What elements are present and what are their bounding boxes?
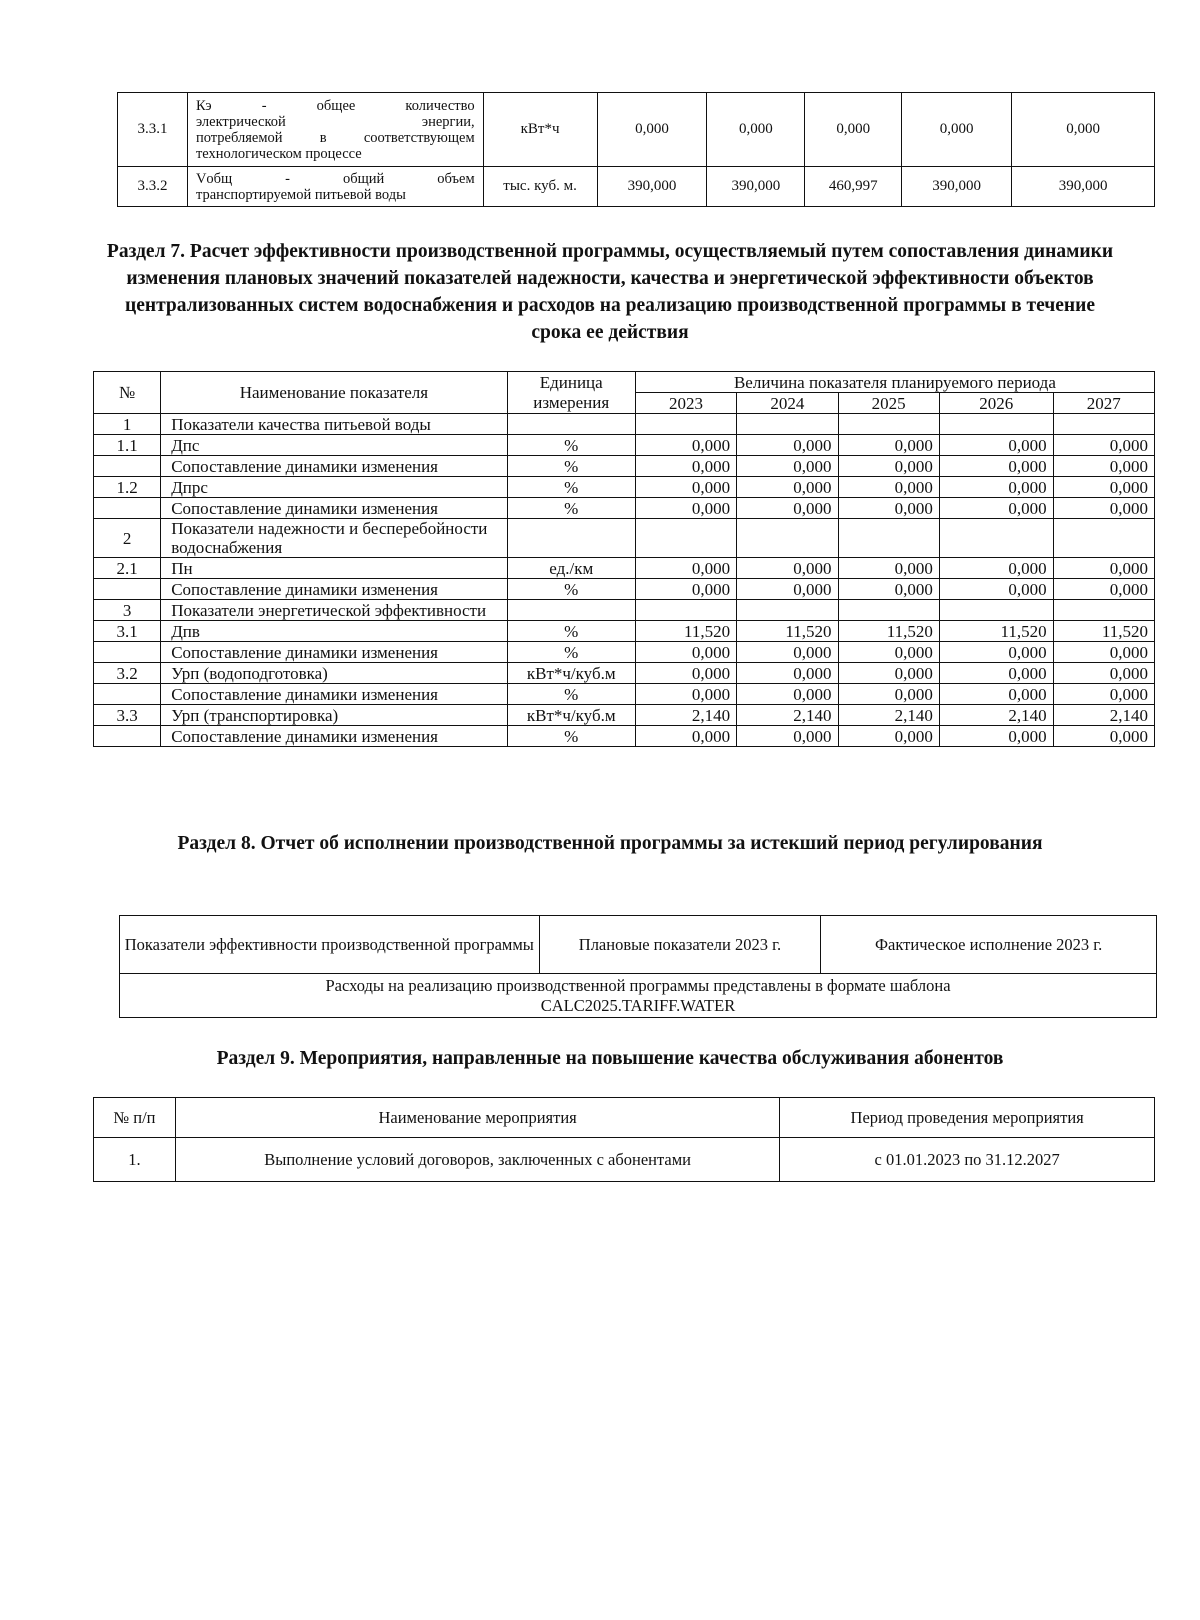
row-value: 0,000 xyxy=(1053,456,1154,477)
row-indicator-name: Сопоставление динамики изменения xyxy=(161,726,507,747)
table-row xyxy=(118,93,1155,167)
activities-header-period: Период проведения мероприятия xyxy=(780,1098,1155,1138)
description-line: Vобщ - общий объем xyxy=(195,170,475,187)
row-unit: тыс. куб. м. xyxy=(483,167,597,207)
row-value: 0,000 xyxy=(737,498,838,519)
activities-table xyxy=(93,1097,1155,1182)
row-value: 0,000 xyxy=(635,435,736,456)
row-unit: % xyxy=(507,684,635,705)
header-unit-2: измерения xyxy=(507,393,635,414)
row-value: 11,520 xyxy=(939,621,1053,642)
row-unit xyxy=(507,600,635,621)
row-number: 3.2 xyxy=(94,663,161,684)
row-value xyxy=(635,414,736,435)
row-value: 0,000 xyxy=(737,456,838,477)
row-value: 0,000 xyxy=(838,726,939,747)
row-value: 0,000 xyxy=(939,726,1053,747)
row-number xyxy=(94,726,161,747)
table-row xyxy=(94,435,1155,456)
table-row xyxy=(94,558,1155,579)
row-number: 1.1 xyxy=(94,435,161,456)
row-value: 390,000 xyxy=(902,167,1012,207)
row-value: 0,000 xyxy=(635,456,736,477)
row-number: 2.1 xyxy=(94,558,161,579)
efficiency-table xyxy=(93,371,1155,747)
row-value: 0,000 xyxy=(737,684,838,705)
row-value: 0,000 xyxy=(939,642,1053,663)
table-row xyxy=(94,726,1155,747)
table-row xyxy=(94,600,1155,621)
section-8-title: Раздел 8. Отчет об исполнении производственной программы за истекший период регулирования xyxy=(177,833,1043,854)
table-row xyxy=(118,167,1155,207)
row-value: 0,000 xyxy=(737,477,838,498)
row-value: 0,000 xyxy=(737,435,838,456)
row-value: 0,000 xyxy=(838,558,939,579)
row-indicator-name: Сопоставление динамики изменения xyxy=(161,684,507,705)
row-unit: % xyxy=(507,621,635,642)
row-value: 0,000 xyxy=(1053,726,1154,747)
table-row xyxy=(94,414,1155,435)
row-value: 2,140 xyxy=(737,705,838,726)
row-value xyxy=(635,600,736,621)
report-col-indicators: Показатели эффективности производственной программы xyxy=(120,916,540,974)
row-value: 0,000 xyxy=(737,579,838,600)
row-value: 2,140 xyxy=(939,705,1053,726)
row-number xyxy=(94,684,161,705)
description-line: транспортируемой питьевой воды xyxy=(195,186,406,203)
row-value: 0,000 xyxy=(635,579,736,600)
row-value: 0,000 xyxy=(1012,93,1155,167)
table-row xyxy=(94,642,1155,663)
row-value: 0,000 xyxy=(707,93,805,167)
row-unit: ед./км xyxy=(507,558,635,579)
row-number xyxy=(94,498,161,519)
activity-num: 1. xyxy=(94,1138,176,1182)
row-description xyxy=(187,167,483,207)
row-indicator-name: Дпв xyxy=(161,621,507,642)
row-value: 0,000 xyxy=(1053,642,1154,663)
table-row xyxy=(94,579,1155,600)
row-value: 11,520 xyxy=(737,621,838,642)
row-number xyxy=(94,456,161,477)
row-value xyxy=(737,414,838,435)
row-value xyxy=(635,519,736,558)
row-value: 0,000 xyxy=(838,498,939,519)
row-value: 0,000 xyxy=(838,642,939,663)
row-number: 3 xyxy=(94,600,161,621)
row-value: 11,520 xyxy=(635,621,736,642)
row-value: 0,000 xyxy=(838,663,939,684)
row-value: 0,000 xyxy=(737,558,838,579)
row-unit: % xyxy=(507,579,635,600)
row-value: 0,000 xyxy=(838,477,939,498)
row-value xyxy=(737,600,838,621)
row-value: 2,140 xyxy=(838,705,939,726)
table-row xyxy=(94,621,1155,642)
row-value xyxy=(1053,600,1154,621)
row-value: 0,000 xyxy=(635,498,736,519)
row-value: 0,000 xyxy=(1053,663,1154,684)
header-year: 2027 xyxy=(1053,393,1154,414)
header-period: Величина показателя планируемого периода xyxy=(635,372,1154,393)
row-value: 0,000 xyxy=(635,477,736,498)
row-indicator-name: Сопоставление динамики изменения xyxy=(161,579,507,600)
report-col-plan: Плановые показатели 2023 г. xyxy=(539,916,821,974)
table-row xyxy=(94,498,1155,519)
header-year: 2023 xyxy=(635,393,736,414)
row-unit xyxy=(507,414,635,435)
row-value: 0,000 xyxy=(635,684,736,705)
row-unit xyxy=(507,519,635,558)
section-7-title: Раздел 7. Расчет эффективности производственной программы, осуществляемый путем сопоставления динамики изменения плановых значений показателей надежности, качества и энергетической эффективности объектов централизованных систем водоснабжения и расходов на реализацию производственной программы в течение срока ее действия xyxy=(106,241,1114,343)
row-unit: % xyxy=(507,456,635,477)
row-value: 0,000 xyxy=(1053,684,1154,705)
row-value: 0,000 xyxy=(939,498,1053,519)
row-number: 3.3.1 xyxy=(118,93,188,167)
row-value: 2,140 xyxy=(635,705,736,726)
row-indicator-name: Показатели энергетической эффективности xyxy=(161,600,507,621)
row-unit: кВт*ч xyxy=(483,93,597,167)
row-value: 0,000 xyxy=(635,663,736,684)
header-num: № xyxy=(94,372,161,414)
row-indicator-name: Сопоставление динамики изменения xyxy=(161,456,507,477)
row-value: 0,000 xyxy=(939,435,1053,456)
table-row xyxy=(94,1138,1155,1182)
row-value: 0,000 xyxy=(737,663,838,684)
row-value xyxy=(1053,519,1154,558)
row-value: 0,000 xyxy=(838,579,939,600)
report-note-line-1: Расходы на реализацию производственной программы представлены в формате шаблона xyxy=(325,975,951,995)
row-value xyxy=(838,414,939,435)
row-value: 0,000 xyxy=(635,642,736,663)
row-number: 3.1 xyxy=(94,621,161,642)
activities-header-name: Наименование мероприятия xyxy=(175,1098,779,1138)
row-indicator-name: Показатели надежности и бесперебойности водоснабжения xyxy=(161,519,507,558)
row-number xyxy=(94,642,161,663)
row-value: 0,000 xyxy=(939,477,1053,498)
row-value xyxy=(838,600,939,621)
header-year: 2026 xyxy=(939,393,1053,414)
row-value: 0,000 xyxy=(838,456,939,477)
row-number: 3.3 xyxy=(94,705,161,726)
row-number xyxy=(94,579,161,600)
row-indicator-name: Дпрс xyxy=(161,477,507,498)
row-value: 0,000 xyxy=(597,93,707,167)
report-note xyxy=(120,974,1157,1018)
table-row xyxy=(94,705,1155,726)
report-col-fact: Фактическое исполнение 2023 г. xyxy=(821,916,1157,974)
row-value: 0,000 xyxy=(939,558,1053,579)
row-description xyxy=(187,93,483,167)
row-value: 0,000 xyxy=(939,663,1053,684)
activity-name: Выполнение условий договоров, заключенных с абонентами xyxy=(175,1138,779,1182)
section-9-title: Раздел 9. Мероприятия, направленные на повышение качества обслуживания абонентов xyxy=(216,1048,1004,1069)
row-indicator-name: Показатели качества питьевой воды xyxy=(161,414,507,435)
row-unit: % xyxy=(507,498,635,519)
row-value: 390,000 xyxy=(1012,167,1155,207)
row-value: 0,000 xyxy=(1053,477,1154,498)
row-value: 390,000 xyxy=(707,167,805,207)
row-number: 2 xyxy=(94,519,161,558)
row-value: 0,000 xyxy=(939,684,1053,705)
row-number: 1 xyxy=(94,414,161,435)
row-value: 11,520 xyxy=(838,621,939,642)
row-indicator-name: Сопоставление динамики изменения xyxy=(161,642,507,663)
row-value: 0,000 xyxy=(1053,558,1154,579)
continuation-table xyxy=(117,92,1155,207)
table-row xyxy=(94,519,1155,558)
header-year: 2025 xyxy=(838,393,939,414)
row-value xyxy=(939,600,1053,621)
row-number: 1.2 xyxy=(94,477,161,498)
row-number: 3.3.2 xyxy=(118,167,188,207)
row-value: 11,520 xyxy=(1053,621,1154,642)
row-unit: % xyxy=(507,726,635,747)
row-unit: % xyxy=(507,642,635,663)
row-unit: кВт*ч/куб.м xyxy=(507,663,635,684)
description-line: электрической энергии, xyxy=(195,113,475,130)
report-note-line-2: CALC2025.TARIFF.WATER xyxy=(540,995,736,1015)
row-value: 0,000 xyxy=(939,456,1053,477)
row-value xyxy=(939,519,1053,558)
row-indicator-name: Урп (водоподготовка) xyxy=(161,663,507,684)
row-unit: % xyxy=(507,477,635,498)
row-unit: % xyxy=(507,435,635,456)
row-value: 0,000 xyxy=(1053,435,1154,456)
row-indicator-name: Пн xyxy=(161,558,507,579)
table-row xyxy=(94,477,1155,498)
table-row xyxy=(94,663,1155,684)
report-table xyxy=(119,915,1157,1018)
header-name: Наименование показателя xyxy=(161,372,507,414)
row-value: 0,000 xyxy=(1053,498,1154,519)
row-value: 0,000 xyxy=(1053,579,1154,600)
row-indicator-name: Урп (транспортировка) xyxy=(161,705,507,726)
header-unit-1: Единица xyxy=(507,372,635,393)
header-year: 2024 xyxy=(737,393,838,414)
table-row xyxy=(94,684,1155,705)
row-value: 0,000 xyxy=(838,435,939,456)
row-value: 0,000 xyxy=(838,684,939,705)
table-row xyxy=(94,456,1155,477)
row-value: 0,000 xyxy=(737,642,838,663)
row-value: 0,000 xyxy=(635,558,736,579)
activities-header-num: № п/п xyxy=(94,1098,176,1138)
row-value: 0,000 xyxy=(902,93,1012,167)
row-value: 0,000 xyxy=(805,93,902,167)
row-value: 460,997 xyxy=(805,167,902,207)
description-line: Кэ - общее количество xyxy=(195,97,475,114)
row-value: 0,000 xyxy=(939,579,1053,600)
row-value: 2,140 xyxy=(1053,705,1154,726)
row-indicator-name: Сопоставление динамики изменения xyxy=(161,498,507,519)
row-value xyxy=(939,414,1053,435)
row-value xyxy=(737,519,838,558)
row-value xyxy=(838,519,939,558)
row-value: 390,000 xyxy=(597,167,707,207)
row-value xyxy=(1053,414,1154,435)
description-line: потребляемой в соответствующем xyxy=(195,129,475,146)
row-value: 0,000 xyxy=(737,726,838,747)
row-value: 0,000 xyxy=(635,726,736,747)
description-line: технологическом процессе xyxy=(195,145,362,162)
row-indicator-name: Дпс xyxy=(161,435,507,456)
row-unit: кВт*ч/куб.м xyxy=(507,705,635,726)
activity-period: с 01.01.2023 по 31.12.2027 xyxy=(780,1138,1155,1182)
